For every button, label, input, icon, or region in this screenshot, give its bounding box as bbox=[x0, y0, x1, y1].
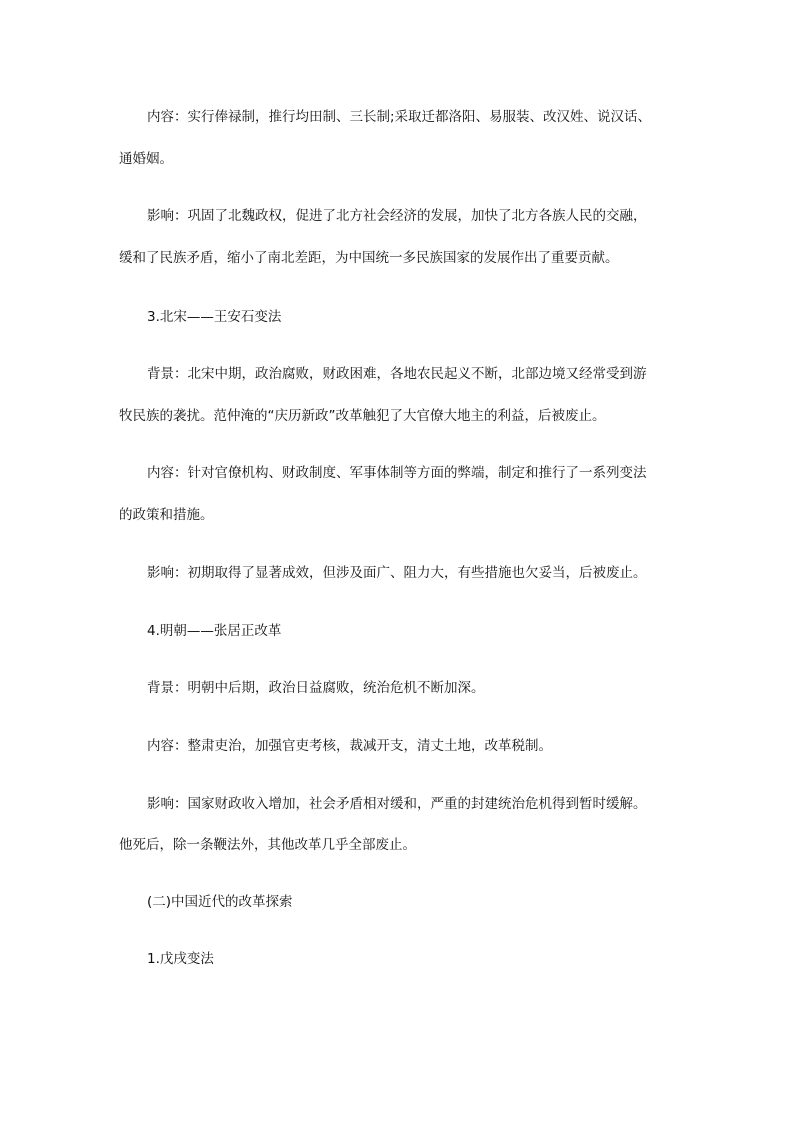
section-heading: 4.明朝——张居正改革 bbox=[147, 623, 282, 639]
paragraph-line: 内容：实行俸禄制，推行均田制、三长制;采取迁都洛阳、易服装、改汉姓、说汉话、 bbox=[147, 109, 652, 125]
section-heading: 3.北宋——王安石变法 bbox=[147, 309, 282, 325]
paragraph-line: 影响：国家财政收入增加，社会矛盾相对缓和，严重的封建统治危机得到暂时缓解。 bbox=[147, 796, 647, 812]
paragraph-line: 内容：针对官僚机构、财政制度、军事体制等方面的弊端，制定和推行了一系列变法 bbox=[147, 465, 647, 481]
paragraph-line: 缓和了民族矛盾，缩小了南北差距，为中国统一多民族国家的发展作出了重要贡献。 bbox=[119, 250, 619, 266]
section-heading: 1.戊戌变法 bbox=[147, 951, 214, 967]
paragraph-line: 影响：初期取得了显著成效，但涉及面广、阻力大，有些措施也欠妥当，后被废止。 bbox=[147, 565, 647, 581]
section-heading: (二)中国近代的改革探索 bbox=[147, 894, 293, 910]
paragraph-line: 背景：明朝中后期，政治日益腐败，统治危机不断加深。 bbox=[147, 680, 485, 696]
paragraph-line: 通婚姻。 bbox=[119, 151, 173, 167]
paragraph-line: 内容：整肃吏治，加强官吏考核，裁减开支，清丈土地，改革税制。 bbox=[147, 738, 552, 754]
paragraph-line: 牧民族的袭扰。范仲淹的“庆历新政”改革触犯了大官僚大地主的利益，后被废止。 bbox=[119, 408, 606, 424]
paragraph-line: 的政策和措施。 bbox=[119, 507, 214, 523]
paragraph-line: 背景：北宋中期，政治腐败，财政困难，各地农民起义不断，北部边境又经常受到游 bbox=[147, 366, 647, 382]
paragraph-line: 影响：巩固了北魏政权，促进了北方社会经济的发展，加快了北方各族人民的交融， bbox=[147, 208, 647, 224]
paragraph-line: 他死后，除一条鞭法外，其他改革几乎全部废止。 bbox=[119, 837, 416, 853]
